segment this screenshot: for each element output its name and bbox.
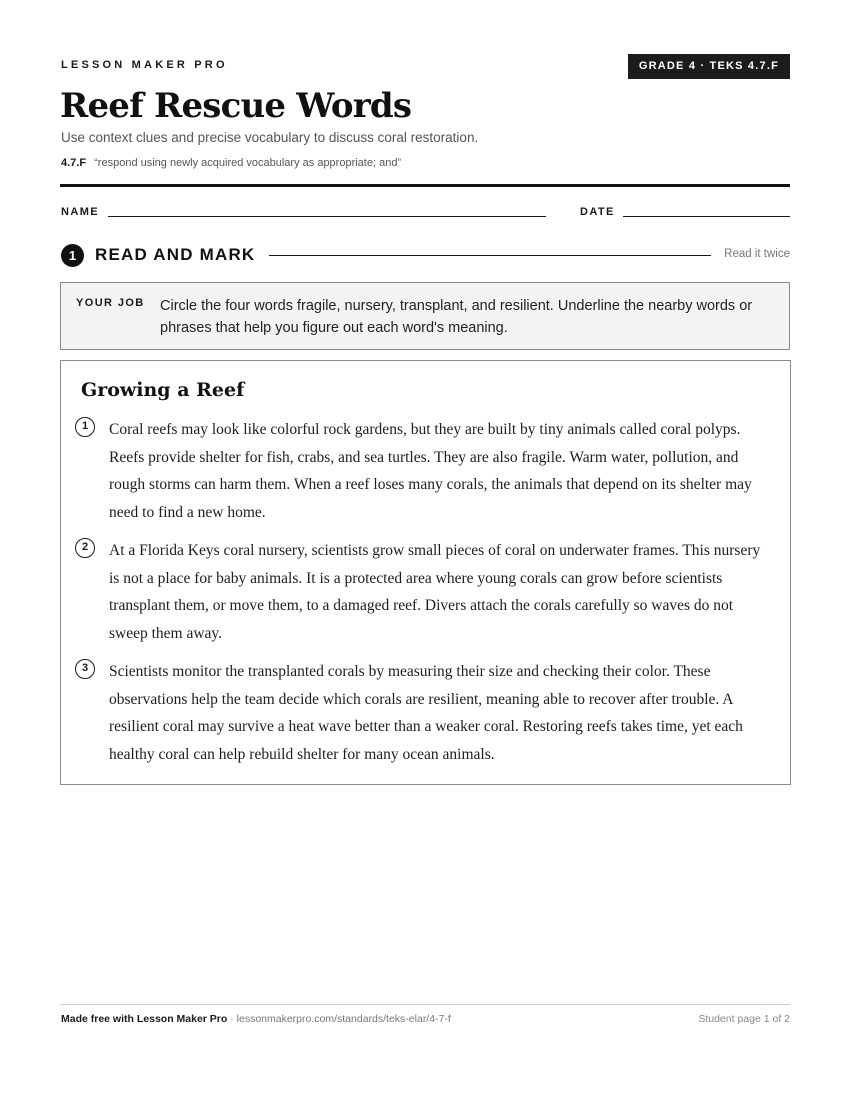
paragraph-text: Coral reefs may look like colorful rock gardens, but they are built by tiny animals called coral polyps. Reefs provide shelter for fish, crabs, and sea turtles. They are also fragile. Warm water, pollution, and rough storms can harm them. When a reef loses many corals, the animals that depend on its shelter may need to find a new home. bbox=[109, 421, 752, 521]
brand-name: LESSON MAKER PRO bbox=[61, 59, 228, 71]
passage-title: Growing a Reef bbox=[81, 379, 245, 401]
paragraph-number: 1 bbox=[75, 417, 95, 437]
footer-brand: Made free with Lesson Maker Pro bbox=[61, 1013, 228, 1025]
section-title: READ AND MARK bbox=[95, 245, 256, 264]
section-number-badge: 1 bbox=[61, 244, 84, 267]
header-divider bbox=[60, 184, 790, 187]
grade-badge: GRADE 4 · TEKS 4.7.F bbox=[628, 54, 790, 79]
footer-link[interactable]: · lessonmakerpro.com/standards/teks-elar/4-7-f bbox=[230, 1013, 451, 1025]
page-title: Reef Rescue Words bbox=[60, 86, 412, 126]
name-field-line[interactable] bbox=[108, 216, 546, 217]
standard-row bbox=[61, 157, 401, 169]
standard-text: “respond using newly acquired vocabulary as appropriate; and” bbox=[94, 157, 402, 169]
name-label: NAME bbox=[61, 206, 99, 218]
date-label: DATE bbox=[580, 206, 615, 218]
footer-divider bbox=[60, 1004, 790, 1005]
section-hint: Read it twice bbox=[724, 248, 790, 260]
page-indicator: Student page 1 of 2 bbox=[698, 1013, 790, 1025]
date-field-line[interactable] bbox=[623, 216, 790, 217]
paragraph-text: At a Florida Keys coral nursery, scientists grow small pieces of coral on underwater frames. This nursery is not a place for baby animals. It is a protected area where young corals can grow before scientists transplant them, or move them, to a damaged reef. Divers attach the corals carefully so waves do not sweep them away. bbox=[109, 542, 761, 642]
paragraph-number: 3 bbox=[75, 659, 95, 679]
paragraph-text: Scientists monitor the transplanted corals by measuring their size and checking their color. These observations help the team decide which corals are resilient, meaning able to recover after trouble. A resilient coral may survive a heat wave better than a weaker coral. Restoring reefs takes time, yet each healthy coral can help rebuild shelter for many ocean animals. bbox=[109, 663, 743, 763]
job-label: YOUR JOB bbox=[76, 297, 145, 309]
page-subtitle: Use context clues and precise vocabulary to discuss coral restoration. bbox=[61, 130, 479, 145]
footer-credit bbox=[61, 1013, 451, 1025]
section-divider bbox=[269, 255, 711, 256]
job-text: Circle the four words fragile, nursery, transplant, and resilient. Underline the nearby words or phrases that help you figure out each word's meaning. bbox=[160, 298, 753, 336]
paragraph-number: 2 bbox=[75, 538, 95, 558]
job-instructions-box bbox=[60, 282, 790, 350]
reading-passage bbox=[60, 360, 791, 785]
standard-code: 4.7.F bbox=[61, 157, 87, 169]
